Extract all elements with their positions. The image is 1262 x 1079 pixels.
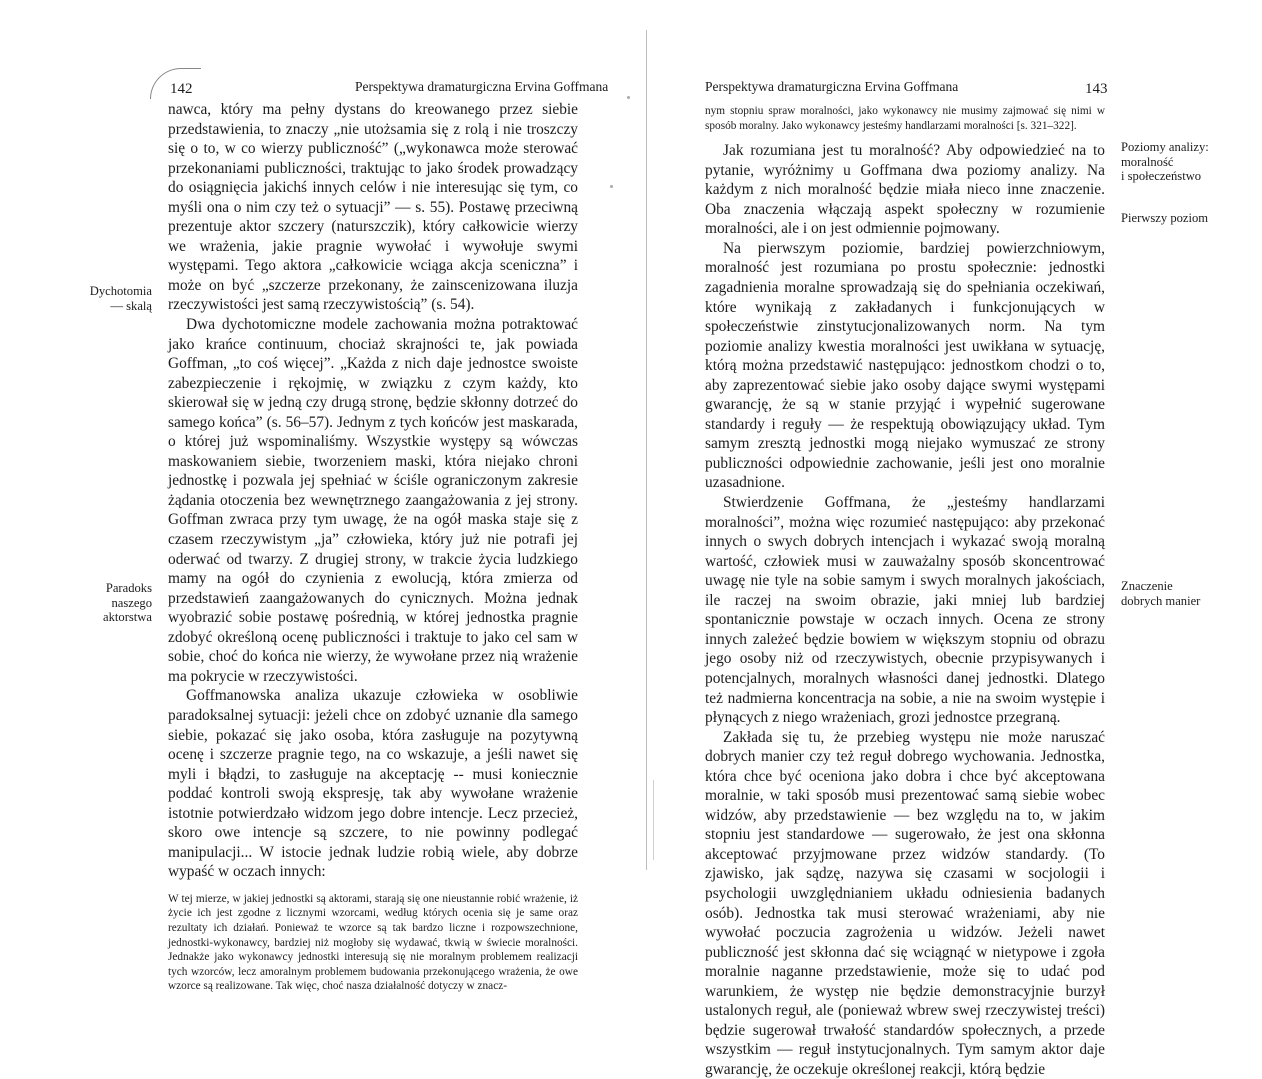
left-page-number: 142 — [170, 81, 193, 97]
margin-note-paradoks — [103, 581, 152, 625]
margin-note-znaczenie — [1121, 579, 1200, 608]
paragraph: nawca, który ma pełny dystans do kreowanego przez siebie przedstawienia, to znaczy „nie utożsamia się z rolą i nie troszczy się o to, w co wierzy publiczność” („wykonawca może sterować przekonaniami publiczności, traktując to jako środek prowadzący do osiągnięcia jakichś innych celów i nie interesując się tym, co myśli ona o nim czy też o sytuacji” — s. 55). Postawę przeciwną prezentuje aktor szczery (naturszczik), który całkowicie wierzy we wrażenia, jakie pragnie wywołać i wywołuje swymi występami. Tego aktora „całkowicie wciąga akcja sceniczna” i może on być „szczerze przekonany, że zainscenizowana iluzja rzeczywistości jest samą rzeczywistością” (s. 54). — [168, 101, 578, 314]
margin-note-poziomy — [1121, 140, 1209, 184]
paragraph: Jak rozumiana jest tu moralność? Aby odpowiedzieć na to pytanie, wyróżnimy u Goffmana dwa poziomy analizy. Na każdym z nich moralność będzie miała nieco inne znaczenie. Oba znaczenia włączają aspekt społeczny w rozumienie moralności, ale i on jest odmiennie pojmowany. — [705, 142, 1105, 238]
margin-note-line: naszego — [111, 595, 152, 610]
margin-note-line: Znaczenie — [1121, 579, 1173, 593]
margin-note-line: Poziomy analizy: — [1121, 140, 1209, 154]
margin-note-line: dobrych manier — [1121, 593, 1201, 608]
left-page — [0, 0, 631, 993]
left-body-text — [168, 100, 578, 994]
paragraph: Stwierdzenie Goffmana, że „jesteśmy handlarzami moralności”, można więc rozumieć następująco: aby przekonać innych o swych dobrych intencjach i wykazać swoją moralną wartość, człowiek musi w zauważalny sposób skoncentrować uwagę nie tyle na sobie samym i swych moralnych jakościach, ile raczej na swoim obrazie, jaki mniej lub bardziej spontanicznie powstaje w oczach innych. Ocena ze strony innych zależeć będzie bowiem w większym stopniu od obrazu jego osoby niż od rzeczywistych, obecnie przypisywanych i potencjalnych, moralnych własności danej jednostki. Dlatego też nadmierna koncentracja na sobie, a nie na swoim występie i płynących z niego wrażeniach, grozi jednostce przegraną. — [705, 494, 1105, 727]
right-running-head: Perspektywa dramaturgiczna Ervina Goffmana — [705, 79, 959, 94]
paragraph: Na pierwszym poziomie, bardziej powierzchniowym, moralność jest rozumiana po prostu społecznie: jednostki zagadnienia moralne sprowadzają się do spełniania oczekiwań, które wynikają z zakładanych i funkcjonujących w społeczeństwie zinstytucjonalizowanych norm. Na tym poziomie analizy kwestia moralności jest uwikłana w sytuację, którą można przedstawić następująco: jednostkom chodzi o to, aby zaprezentować siebie jako osoby dające swymi występami gwarancję, że są w stanie przyjąć i wypełnić sugerowane standardy i reguły — że respektują obowiązujący układ. Tym samym zresztą jednostki mogą niejako wymuszać ze strony publiczności odpowiednie zachowanie, jeśli jest ono moralnie uzasadnione. — [705, 239, 1105, 492]
paragraph: Dwa dychotomiczne modele zachowania można potraktować jako krańce continuum, chociaż skrajności te, jak powiada Goffman, „to coś więcej”. „Każda z nich daje jednostce swoiste zabezpieczenie i rękojmię, w związku z czym każdy, kto skierował się w jedną czy drugą stronę, będzie skłonny dotrzeć do samego końca” (s. 56–57). Jednym z tych końców jest maskarada, o której już wspominaliśmy. Wszystkie występy są wówczas maskowaniem siebie, tworzeniem maski, która niejako chroni jednostkę i pozwala jej spełniać w ściśle ograniczonym zakresie żądania otoczenia bez wewnętrznego zaangażowania z jej strony. Goffman zwraca przy tym uwagę, że na ogół maska staje się z czasem rzeczywistym „ja” człowieka, który już nie potrafi jej oderwać od twarzy. Z drugiej strony, w trakcie życia ludzkiego mamy na ogół do czynienia z ewolucją, która zmierza od przedstawień zaangażowanych do cynicznych. Można jednak wyobrazić sobie postawę pośrednią, w której jednostka pragnie zdobyć określoną ocenę publiczności i traktuje to jako cel sam w sobie, choć do końca nie wierzy, że wywołane przez nią wrażenie ma pokrycie w rzeczywistości. — [168, 316, 578, 685]
right-page-number: 143 — [1085, 81, 1108, 97]
margin-note-line: — skalą — [110, 298, 152, 313]
margin-note-line: aktorstwa — [103, 610, 152, 624]
margin-note-line: Pierwszy poziom — [1121, 211, 1209, 225]
margin-note-line: Dychotomia — [89, 284, 152, 298]
margin-note-dychotomia — [90, 284, 152, 313]
margin-note-line: Paradoks — [105, 581, 152, 595]
paragraph: Goffmanowska analiza ukazuje człowieka w osobliwie paradoksalnej sytuacji: jeżeli chce on zdobyć uznanie dla samego siebie, pokazać się jako osoba, która zasługuje na pozytywną ocenę i szczerze pragnie tego, na co wskazuje, a jeśli nawet się myli i błądzi, to zasługuje na akceptację -- musi koniecznie poddać kontroli swoją ekspresję, tak aby wywołane wrażenie istotnie potwierdzało widzom jego dobre intencje. Lecz przecież, skoro owe intencje są szczere, to nie powinny podlegać manipulacji... W istocie jednak ludzie robią wiele, aby dobrze wypaść w oczach innych: — [168, 687, 578, 881]
scan-speck — [627, 96, 630, 99]
scan-speck — [610, 185, 613, 188]
paragraph: Zakłada się tu, że przebieg występu nie może naruszać dobrych manier czy też reguł dobrego wychowania. Jednostka, która chce być oceniona jako dobra i chce być akceptowana moralnie, w taki sposób musi prezentować samą siebie wobec widzów, aby przedstawienie — bez względu na to, w jakim stopniu jest standardowe — sugerowało, że jest ona skłonna akceptować przyjmowane przez widzów standardy. (To zjawisko, jak sądzę, nazywa się czasami w socjologii i psychologii uwzględnianiem układu odniesienia badanych osób). Jednostka tak musi sterować wrażeniami, aby nie wywołać poczucia zagrożenia u widzów. Jeżeli nawet publiczność jest skłonna dać się wciągnąć w nietypowe i zgoła moralnie naganne przedstawienie, może się to udać pod warunkiem, że występ nie będzie demonstracyjnie burzył ustalonych reguł, ale (ponieważ wbrew swej rzeczywistej treści) będzie sugerował trwałość standardów społecznych, a przede wszystkim — reguł instytucjonalnych. Tym samym aktor daje gwarancję, że oczekuje określonej reakcji, którą będzie — [705, 728, 1105, 1078]
block-quote-continued: nym stopniu spraw moralności, jako wykonawcy nie musimy zajmować się nimi w sposób moralny. Jako wykonawcy jesteśmy handlarzami moralności [s. 321–322]. — [705, 105, 1105, 132]
block-quote: W tej mierze, w jakiej jednostki są aktorami, starają się one nieustannie robić wrażenie, iż życie ich jest zgodne z licznymi wzorcami, według których ocenia się je same oraz rezultaty ich działań. Ponieważ te wzorce są tak bardzo liczne i rozpowszechnione, jednostki-wykonawcy, bardziej niż mogłoby się wydawać, tkwią w świecie moralności. Jednakże jako wykonawcy jednostki interesują się nie moralnym problemem realizacji tych wzorców, lecz amoralnym problemem budowania przekonującego wrażenia, że owe wzorce są realizowane. Tak więc, choć nasza działalność dotyczy w znacz- — [168, 892, 578, 993]
right-body-text — [705, 104, 1105, 1079]
left-running-head: Perspektywa dramaturgiczna Ervina Goffmana — [355, 79, 609, 94]
margin-note-line: moralność — [1121, 154, 1174, 169]
margin-note-line: i społeczeństwo — [1121, 169, 1202, 183]
margin-note-pierwszy — [1121, 211, 1208, 226]
